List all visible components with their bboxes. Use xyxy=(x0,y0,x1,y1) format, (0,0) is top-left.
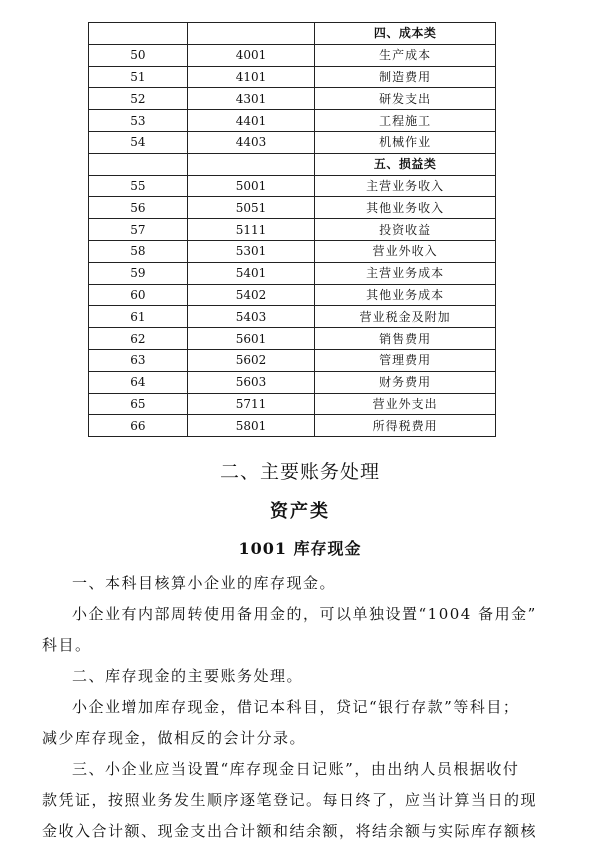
row-number-cell: 51 xyxy=(89,66,188,88)
account-code-cell: 5801 xyxy=(187,415,315,437)
row-number-cell: 55 xyxy=(89,175,188,197)
account-name-cell: 制造费用 xyxy=(315,66,496,88)
table-row xyxy=(89,88,496,110)
account-code-cell: 4001 xyxy=(187,44,315,66)
body-paragraph-line: 减少库存现金，做相反的会计分录。 xyxy=(42,729,307,747)
row-number-cell: 65 xyxy=(89,393,188,415)
body-paragraph-line: 小企业有内部周转使用备用金的，可以单独设置“1004 备用金” xyxy=(72,605,537,623)
account-name-cell: 主营业务成本 xyxy=(315,262,496,284)
account-name-cell: 营业外支出 xyxy=(315,393,496,415)
accounts-table xyxy=(88,22,496,437)
account-name-cell: 五、损益类 xyxy=(315,153,496,175)
account-code-cell: 5401 xyxy=(187,262,315,284)
row-number-cell: 50 xyxy=(89,44,188,66)
account-name-cell: 管理费用 xyxy=(315,349,496,371)
account-code-cell: 4301 xyxy=(187,88,315,110)
body-paragraph-line: 三、小企业应当设置“库存现金日记账”，由出纳人员根据收付 xyxy=(72,760,520,778)
account-code-cell: 5111 xyxy=(187,219,315,241)
account-code-cell: 5001 xyxy=(187,175,315,197)
account-name-cell: 所得税费用 xyxy=(315,415,496,437)
row-number-cell: 61 xyxy=(89,306,188,328)
account-name-cell: 销售费用 xyxy=(315,328,496,350)
table-row xyxy=(89,175,496,197)
table-row xyxy=(89,349,496,371)
body-text xyxy=(42,568,560,844)
account-name-cell: 营业外收入 xyxy=(315,240,496,262)
account-code-cell: 5711 xyxy=(187,393,315,415)
body-paragraph-line: 小企业增加库存现金，借记本科目，贷记“银行存款”等科目； xyxy=(72,698,520,716)
account-name-cell: 主营业务收入 xyxy=(315,175,496,197)
account-code-cell: 4101 xyxy=(187,66,315,88)
account-name-cell: 营业税金及附加 xyxy=(315,306,496,328)
table-row xyxy=(89,66,496,88)
account-name-cell: 财务费用 xyxy=(315,371,496,393)
table-row xyxy=(89,306,496,328)
row-number-cell: 66 xyxy=(89,415,188,437)
table-row xyxy=(89,262,496,284)
account-name-cell: 四、成本类 xyxy=(315,23,496,45)
account-code-cell: 4401 xyxy=(187,110,315,132)
account-code-cell: 5051 xyxy=(187,197,315,219)
table-row xyxy=(89,44,496,66)
table-row xyxy=(89,328,496,350)
account-name-cell: 研发支出 xyxy=(315,88,496,110)
row-number-cell: 60 xyxy=(89,284,188,306)
body-paragraph-line: 款凭证，按照业务发生顺序逐笔登记。每日终了，应当计算当日的现 xyxy=(42,791,538,809)
row-number-cell: 54 xyxy=(89,131,188,153)
table-row xyxy=(89,110,496,132)
body-paragraph-line: 一、本科目核算小企业的库存现金。 xyxy=(72,574,337,592)
table-row xyxy=(89,415,496,437)
row-number-cell: 52 xyxy=(89,88,188,110)
account-code-cell: 5602 xyxy=(187,349,315,371)
row-number-cell: 58 xyxy=(89,240,188,262)
section-heading: 二、主要账务处理 xyxy=(219,461,380,483)
account-heading: 1001 库存现金 xyxy=(238,539,362,558)
row-number-cell xyxy=(89,153,188,175)
row-number-cell: 53 xyxy=(89,110,188,132)
accounts-table-body xyxy=(89,23,496,437)
table-row xyxy=(89,219,496,241)
table-category-row xyxy=(89,23,496,45)
body-paragraph-line: 金收入合计额、现金支出合计额和结余额，将结余额与实际库存额核 xyxy=(42,822,538,840)
account-name-cell: 生产成本 xyxy=(315,44,496,66)
row-number-cell: 57 xyxy=(89,219,188,241)
row-number-cell: 56 xyxy=(89,197,188,219)
subsection-heading: 资产类 xyxy=(270,501,330,522)
account-code-cell xyxy=(187,153,315,175)
table-row xyxy=(89,240,496,262)
body-paragraph-line: 科目。 xyxy=(42,636,92,654)
account-name-cell: 投资收益 xyxy=(315,219,496,241)
table-category-row xyxy=(89,153,496,175)
account-code-cell: 5601 xyxy=(187,328,315,350)
account-name-cell: 工程施工 xyxy=(315,110,496,132)
table-row xyxy=(89,371,496,393)
account-code-cell: 5603 xyxy=(187,371,315,393)
account-name-cell: 其他业务收入 xyxy=(315,197,496,219)
account-code-cell: 5301 xyxy=(187,240,315,262)
row-number-cell: 64 xyxy=(89,371,188,393)
account-code-cell: 4403 xyxy=(187,131,315,153)
row-number-cell: 63 xyxy=(89,349,188,371)
table-row xyxy=(89,197,496,219)
account-code-cell: 5403 xyxy=(187,306,315,328)
body-paragraph-line: 二、库存现金的主要账务处理。 xyxy=(72,667,304,685)
account-name-cell: 其他业务成本 xyxy=(315,284,496,306)
account-code-cell: 5402 xyxy=(187,284,315,306)
table-row xyxy=(89,284,496,306)
row-number-cell xyxy=(89,23,188,45)
account-code-cell xyxy=(187,23,315,45)
table-row xyxy=(89,393,496,415)
row-number-cell: 62 xyxy=(89,328,188,350)
account-name-cell: 机械作业 xyxy=(315,131,496,153)
row-number-cell: 59 xyxy=(89,262,188,284)
table-row xyxy=(89,131,496,153)
